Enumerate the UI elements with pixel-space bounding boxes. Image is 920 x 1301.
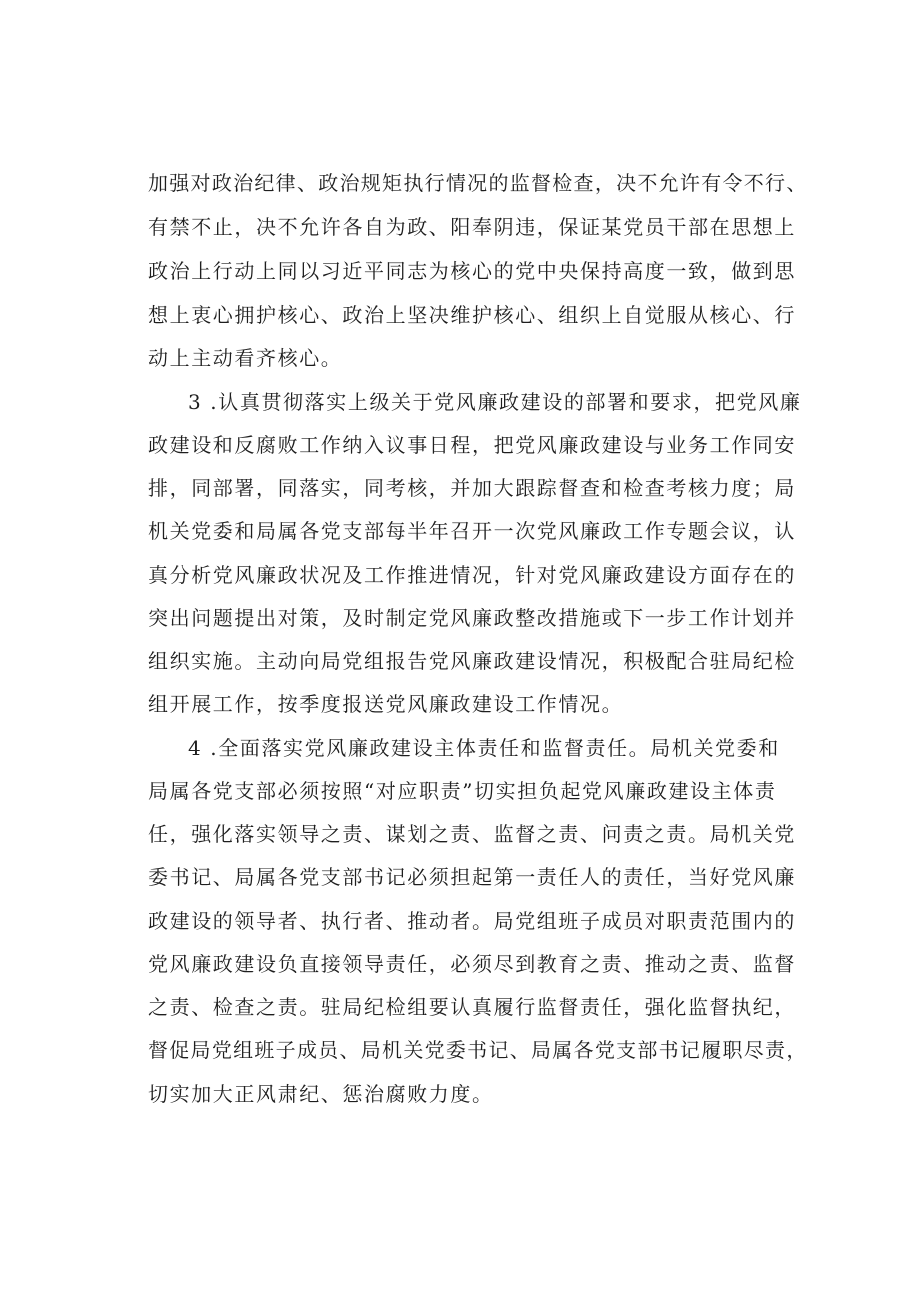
text-line: 组织实施。主动向局党组报告党风廉政建设情况，积极配合驻局纪检 <box>148 649 796 673</box>
text-line: 有禁不止，决不允许各自为政、阳奉阴违，保证某党员干部在思想上 <box>148 215 796 239</box>
text-line: 想上衷心拥护核心、政治上坚决维护核心、组织上自觉服从核心、行 <box>148 303 796 327</box>
text-line: 政建设和反腐败工作纳入议事日程，把党风廉政建设与业务工作同安 <box>148 433 796 457</box>
text-line: 党风廉政建设负直接领导责任，必须尽到教育之责、推动之责、监督 <box>148 952 796 976</box>
text-line: 任，强化落实领导之责、谋划之责、监督之责、问责之责。局机关党 <box>148 822 796 846</box>
text-line: 排，同部署，同落实，同考核，并加大跟踪督查和检查考核力度；局 <box>148 476 796 500</box>
text-line: 加强对政治纪律、政治规矩执行情况的监督检查，决不允许有令不行、 <box>148 171 808 195</box>
text-line: 之责、检查之责。驻局纪检组要认真履行监督责任，强化监督执纪， <box>148 995 796 1019</box>
text-line: 督促局党组班子成员、局机关党委书记、局属各党支部书记履职尽责， <box>148 1038 808 1062</box>
item-3-heading-line: 3 .认真贯彻落实上级关于党风廉政建设的部署和要求，把党风廉 <box>188 390 802 414</box>
text-line: 委书记、局属各党支部书记必须担起第一责任人的责任，当好党风廉 <box>148 865 796 889</box>
text-line: 真分析党风廉政状况及工作推进情况，针对党风廉政建设方面存在的 <box>148 563 796 587</box>
text-line: 切实加大正风肃纪、惩治腐败力度。 <box>148 1082 494 1106</box>
item-4-heading-line: 4 .全面落实党风廉政建设主体责任和监督责任。局机关党委和 <box>188 736 780 760</box>
text-line: 政建设的领导者、执行者、推动者。局党组班子成员对职责范围内的 <box>148 909 796 933</box>
text-line: 组开展工作，按季度报送党风廉政建设工作情况。 <box>148 692 624 716</box>
text-line: 突出问题提出对策，及时制定党风廉政整改措施或下一步工作计划并 <box>148 606 796 630</box>
text-line: 政治上行动上同以习近平同志为核心的党中央保持高度一致，做到思 <box>148 259 796 283</box>
text-line: 动上主动看齐核心。 <box>148 346 343 370</box>
text-line: 局属各党支部必须按照“对应职责”切实担负起党风廉政建设主体责 <box>148 779 777 803</box>
text-line: 机关党委和局属各党支部每半年召开一次党风廉政工作专题会议，认 <box>148 519 796 543</box>
